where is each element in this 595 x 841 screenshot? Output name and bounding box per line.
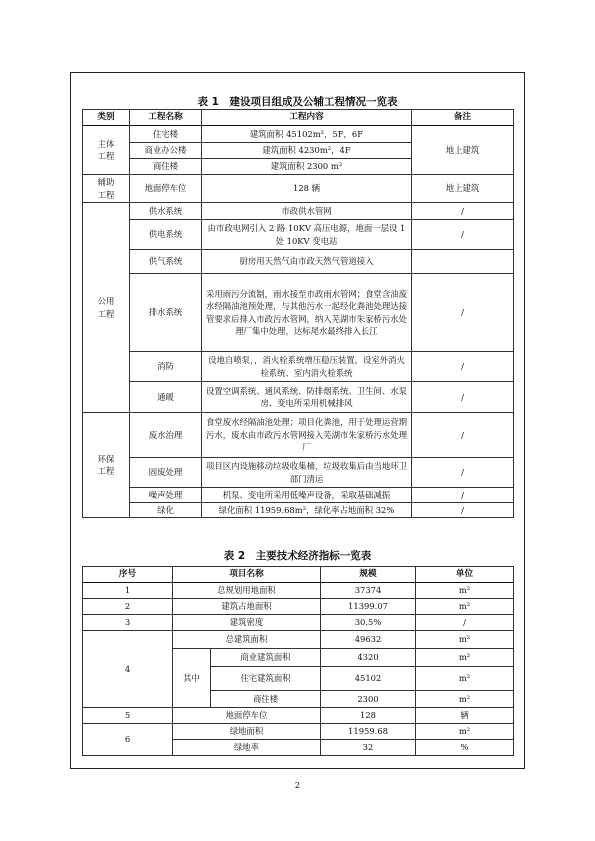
- row-content: 厨房用天然气由市政天然气管道接入: [202, 250, 412, 274]
- row-name: 噪声处理: [130, 488, 202, 503]
- row-note: /: [412, 274, 514, 352]
- row-content: 食堂废水经隔油池处理；项目化粪池，用于处理运营期污水，废水由市政污水管网接入芜湖市朱家桥污水处理厂: [202, 413, 412, 458]
- header-name: 工程名称: [130, 110, 202, 126]
- row-no: 2: [83, 599, 173, 615]
- row-name: 供水系统: [130, 203, 202, 220]
- row-no: 3: [83, 615, 173, 631]
- row-unit: m²: [416, 724, 514, 740]
- header-unit: 单位: [416, 567, 514, 583]
- row-value: 2300: [321, 691, 416, 708]
- row-name: 消防: [130, 352, 202, 382]
- row-name: 地面停车位: [130, 175, 202, 203]
- row-item: 商住楼: [211, 691, 321, 708]
- row-name: 商业办公楼: [130, 143, 202, 159]
- header-item: 项目名称: [173, 567, 321, 583]
- row-value: 37374: [321, 583, 416, 599]
- row-value: 128: [321, 708, 416, 724]
- row-no: 1: [83, 583, 173, 599]
- row-item: 商业建筑面积: [211, 649, 321, 667]
- row-item: 绿地面积: [173, 724, 321, 740]
- row-content: 由市政电网引入 2 路 10KV 高压电源，地面一层设 1 处 10KV 变电站: [202, 220, 412, 250]
- header-category: 类别: [83, 110, 130, 126]
- row-content: 项目区内设施移动垃圾收集桶，垃圾收集后由当地环卫部门清运: [202, 458, 412, 488]
- row-name: 排水系统: [130, 274, 202, 352]
- qizhong-label: 其中: [173, 649, 211, 708]
- row-item: 总规划用地面积: [173, 583, 321, 599]
- row-content: 128 辆: [202, 175, 412, 203]
- row-value: 49632: [321, 631, 416, 649]
- header-value: 规模: [321, 567, 416, 583]
- row-value: 32: [321, 740, 416, 756]
- row-value: 30.5%: [321, 615, 416, 631]
- category-public: 公用 工程: [83, 203, 130, 413]
- row-unit: m²: [416, 631, 514, 649]
- row-content: 市政供水管网: [202, 203, 412, 220]
- row-content: 绿化面积 11959.68m²，绿化率占地面积 32%: [202, 503, 412, 518]
- row-value: 11399.07: [321, 599, 416, 615]
- row-item: 建筑密度: [173, 615, 321, 631]
- row-item: 总建筑面积: [173, 631, 321, 649]
- category-env: 环保 工程: [83, 413, 130, 518]
- row-name: 绿化: [130, 503, 202, 518]
- row-item: 绿地率: [173, 740, 321, 756]
- row-content: 建筑面积 2300 m²: [202, 159, 412, 175]
- row-unit: /: [416, 615, 514, 631]
- row-item: 住宅建筑面积: [211, 667, 321, 691]
- category-main: 主体 工程: [83, 126, 130, 175]
- row-item: 地面停车位: [173, 708, 321, 724]
- economic-indicators-table: [82, 566, 514, 756]
- row-name: 供气系统: [130, 250, 202, 274]
- row-note: /: [412, 503, 514, 518]
- row-unit: m²: [416, 691, 514, 708]
- row-note: 地上建筑: [412, 175, 514, 203]
- row-unit: 辆: [416, 708, 514, 724]
- row-value: 11959.68: [321, 724, 416, 740]
- row-note: [412, 250, 514, 274]
- header-content: 工程内容: [202, 110, 412, 126]
- header-no: 序号: [83, 567, 173, 583]
- row-value: 4320: [321, 649, 416, 667]
- row-content: 采用雨污分流制，雨水接至市政雨水管网；食堂含油废水经隔油池预处理，与其他污水一起经化粪池处理达接管要求后排入市政污水管网，纳入芜湖市朱家桥污水处理厂集中处理，达标尾水最终排入长江: [202, 274, 412, 352]
- row-note: 地上建筑: [412, 126, 514, 175]
- row-note: /: [412, 203, 514, 220]
- row-note: /: [412, 413, 514, 458]
- category-aux: 辅助 工程: [83, 175, 130, 203]
- table2-caption: 表 2 主要技术经济指标一览表: [223, 550, 372, 562]
- row-name: 固废处理: [130, 458, 202, 488]
- row-name: 供电系统: [130, 220, 202, 250]
- row-unit: m²: [416, 583, 514, 599]
- row-content: 建筑面积 45102m²，5F，6F: [202, 126, 412, 143]
- page-number: 2: [294, 781, 301, 791]
- row-note: /: [412, 458, 514, 488]
- row-name: 通暖: [130, 382, 202, 413]
- row-name: 废水治理: [130, 413, 202, 458]
- row-content: 建筑面积 4230m²，4F: [202, 143, 412, 159]
- row-content: 设置空调系统、通风系统、防排烟系统。卫生间、水泵房、变电所采用机械排风: [202, 382, 412, 413]
- header-note: 备注: [412, 110, 514, 126]
- row-no: 5: [83, 708, 173, 724]
- row-unit: m²: [416, 667, 514, 691]
- row-value: 45102: [321, 667, 416, 691]
- row-content: 设地自喷泵，，消火栓系统增压稳压装置，设室外消火栓系统、室内消火栓系统: [202, 352, 412, 382]
- table1-caption: 表 1 建设项目组成及公辅工程情况一览表: [197, 96, 398, 108]
- row-no: 6: [83, 724, 173, 756]
- row-note: /: [412, 352, 514, 382]
- row-no: 4: [83, 631, 173, 708]
- project-composition-table: [82, 109, 514, 518]
- row-item: 建筑占地面积: [173, 599, 321, 615]
- row-note: /: [412, 382, 514, 413]
- row-name: 商住楼: [130, 159, 202, 175]
- row-name: 住宅楼: [130, 126, 202, 143]
- row-unit: m²: [416, 649, 514, 667]
- row-unit: %: [416, 740, 514, 756]
- row-content: 机泵、变电所采用低噪声设备，采取基础减振: [202, 488, 412, 503]
- row-unit: m²: [416, 599, 514, 615]
- row-note: /: [412, 488, 514, 503]
- row-note: /: [412, 220, 514, 250]
